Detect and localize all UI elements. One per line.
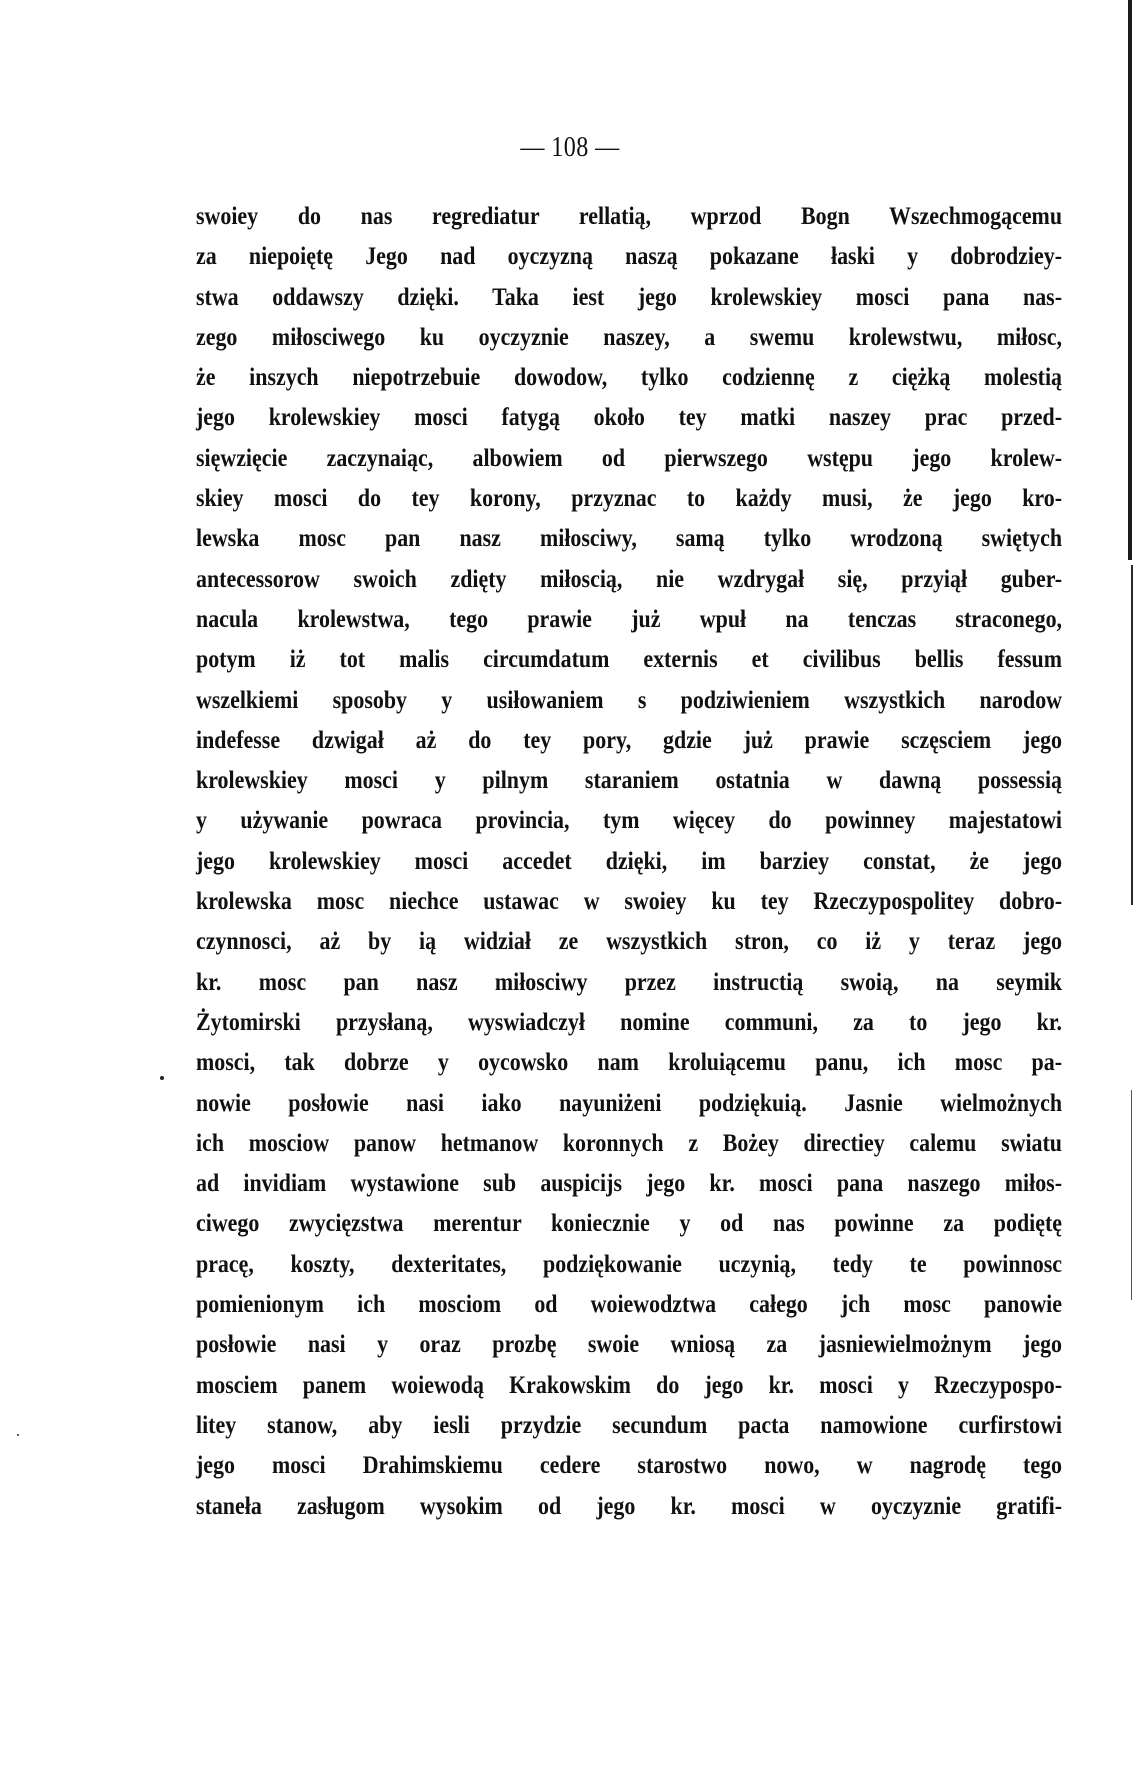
- text-line: jego krolewskiey mosci fatygą około tey matki naszey prac przed-: [196, 402, 1063, 432]
- text-line: staneła zasługom wysokim od jego kr. mosci w oyczyznie gratifi-: [196, 1490, 1063, 1520]
- text-line: antecessorow swoich zdięty miłoscią, nie wzdrygał się, przyiął guber-: [196, 563, 1063, 593]
- text-line: czynnosci, aż by ią widział ze wszystkich stron, co iż y teraz jego: [196, 926, 1063, 956]
- text-line: posłowie nasi y oraz prozbę swoie wniosą za jasniewielmożnym jego: [196, 1329, 1063, 1359]
- text-line: ad invidiam wystawione sub auspicijs jego kr. mosci pana naszego miłos-: [196, 1168, 1063, 1198]
- scan-speck: [17, 1434, 19, 1436]
- text-line: ciwego zwycięzstwa merentur koniecznie y od nas powinne za podiętę: [196, 1208, 1063, 1238]
- text-line: jego krolewskiey mosci accedet dzięki, im barziey constat, że jego: [196, 845, 1063, 875]
- text-line: nacula krolewstwa, tego prawie już wpuł na tenczas straconego,: [196, 603, 1063, 633]
- text-line: nowie posłowie nasi iako nayuniżeni podziękuią. Jasnie wielmożnych: [196, 1087, 1063, 1117]
- text-line: skiey mosci do tey korony, przyznac to każdy musi, że jego kro-: [196, 483, 1063, 513]
- text-line: ich mosciow panow hetmanow koronnych z Bożey directiey calemu swiatu: [196, 1127, 1063, 1157]
- text-line: swoiey do nas regrediatur rellatią, wprzod Bogn Wszechmogącemu: [196, 201, 1063, 230]
- text-line: krolewska mosc niechce ustawac w swoiey ku tey Rzeczypospolitey dobro-: [196, 886, 1063, 916]
- page-number: — 108 —: [520, 132, 620, 163]
- text-line: za niepoiętę Jego nad oyczyzną naszą pokazane łaski y dobrodziey-: [196, 241, 1063, 271]
- scan-speck: [160, 1076, 164, 1080]
- text-line: jego mosci Drahimskiemu cedere starostwo nowo, w nagrodę tego: [196, 1450, 1063, 1480]
- text-line: że inszych niepotrzebuie dowodow, tylko codziennę z ciężką molestią: [196, 362, 1063, 392]
- binding-edge-faint-line: [1131, 1090, 1132, 1300]
- text-line: litey stanow, aby iesli przydzie secundum pacta namowione curfirstowi: [196, 1409, 1063, 1439]
- text-line: Żytomirski przysłaną, wyswiadczył nomine communi, za to jego kr.: [196, 1006, 1063, 1036]
- body-text: [196, 196, 1062, 1526]
- text-line: y używanie powraca provincia, tym więcey do powinney majestatowi: [196, 805, 1063, 835]
- binding-edge-shadow: [1128, 0, 1132, 560]
- text-line: pomienionym ich mosciom od woiewodztwa całego jch mosc panowie: [196, 1289, 1063, 1319]
- binding-edge-line: [1131, 565, 1133, 905]
- text-line: sięwzięcie zaczynaiąc, albowiem od pierwszego wstępu jego krolew-: [196, 442, 1063, 472]
- text-line: pracę, koszty, dexteritates, podziękowanie uczynią, tedy te powinnosc: [196, 1248, 1063, 1278]
- text-line: krolewskiey mosci y pilnym staraniem ostatnia w dawną possessią: [196, 765, 1063, 795]
- text-line: mosci, tak dobrze y oycowsko nam kroluiącemu panu, ich mosc pa-: [196, 1047, 1063, 1077]
- text-line: zego miłosciwego ku oyczyznie naszey, a swemu krolewstwu, miłosc,: [196, 321, 1063, 351]
- text-line: indefesse dzwigał aż do tey pory, gdzie już prawie sczęsciem jego: [196, 724, 1063, 754]
- text-line: potym iż tot malis circumdatum externis et civilibus bellis fessum: [196, 644, 1063, 674]
- text-line: mosciem panem woiewodą Krakowskim do jego kr. mosci y Rzeczypospo-: [196, 1369, 1063, 1399]
- text-line: wszelkiemi sposoby y usiłowaniem s podziwieniem wszystkich narodow: [196, 684, 1063, 714]
- text-line: lewska mosc pan nasz miłosciwy, samą tylko wrodzoną swiętych: [196, 523, 1063, 553]
- text-line: stwa oddawszy dzięki. Taka iest jego krolewskiey mosci pana nas-: [196, 281, 1063, 311]
- text-line: kr. mosc pan nasz miłosciwy przez instructią swoią, na seymik: [196, 966, 1063, 996]
